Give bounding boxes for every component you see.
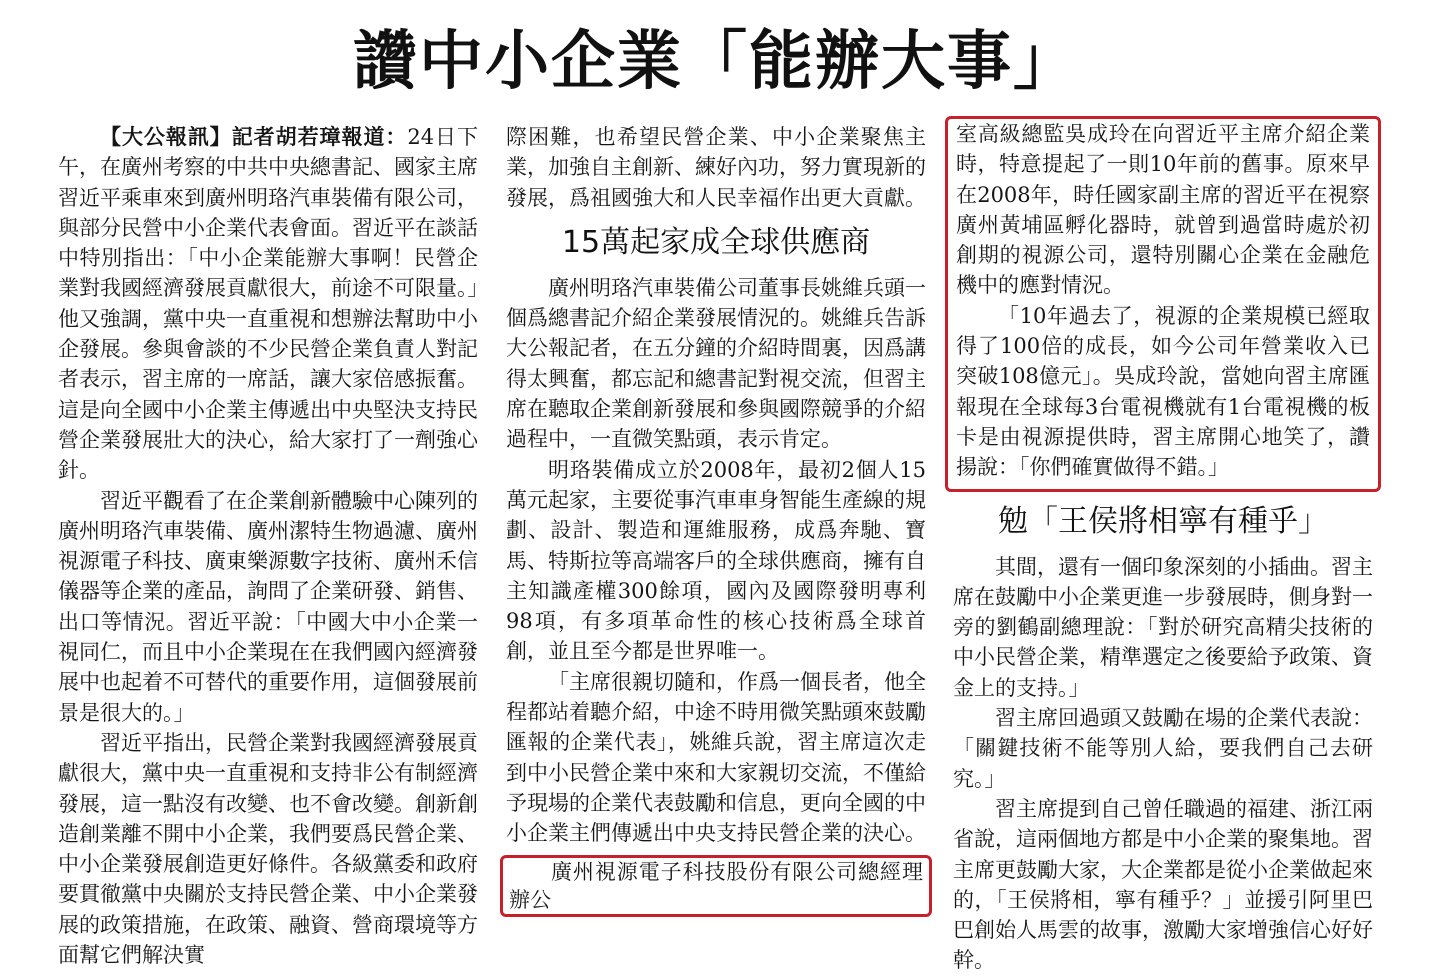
- article-column-2: [506, 122, 926, 917]
- body-paragraph: 習近平指出，民營企業對我國經濟發展貢獻很大，黨中央一直重視和支持非公有制經濟發展，這一點沒有改變、也不會改變。創新創造創業離不開中小企業，我們要爲民營企業、中小企業發展創造更好條件。各級黨委和政府要貫徹黨中央關於支持民營企業、中小企業發展的政策措施，在政策、融資、營商環境等方面幫它們解決實: [58, 730, 478, 968]
- body-paragraph: 習主席回過頭又鼓勵在場的企業代表說：「關鍵技術不能等別人給，要我們自己去研究。」: [953, 706, 1373, 791]
- subheading: 勉「王侯將相寧有種乎」: [998, 503, 1328, 539]
- lead-paragraph: [58, 122, 478, 486]
- highlighted-line: 廣州視源電子科技股份有限公司總經理辦公: [500, 855, 932, 917]
- body-paragraph: 習近平觀看了在企業創新體驗中心陳列的廣州明珞汽車裝備、廣州潔特生物過濾、廣州視源電子科技、廣東樂源數字技術、廣州禾信儀器等企業的產品，詢問了企業研發、銷售、出口等情況。習近平說：「中國大中小企業一視同仁，而且中小企業現在在我們國內經濟發展中也起着不可替代的重要作用，這個發展前景是很大的。」: [58, 488, 478, 725]
- body-paragraph: 其間，還有一個印象深刻的小插曲。習主席在鼓勵中小企業更進一步發展時，側身對一旁的劉鶴副總理說：「對於研究高精尖技術的中小民營企業，精準選定之後要給予政策、資金上的支持。」: [953, 554, 1373, 700]
- body-paragraph-continued: 際困難，也希望民營企業、中小企業聚焦主業，加強自主創新、練好內功，努力實現新的發展，爲祖國強大和人民幸福作出更大貢獻。: [506, 125, 926, 210]
- body-paragraph: 廣州明珞汽車裝備公司董事長姚維兵頭一個爲總書記介紹企業發展情況的。姚維兵告訴大公報記者，在五分鐘的介紹時間裏，因爲講得太興奮，都忘記和總書記對視交流，但習主席在聽取企業創新發展和參與國際競爭的介紹過程中，一直微笑點頭，表示肯定。: [506, 275, 926, 452]
- body-paragraph: 室高級總監吳成玲在向習近平主席介紹企業時，特意提起了一則10年前的舊事。原來早在2008年，時任國家副主席的習近平在視察廣州黃埔區孵化器時，就曾到過當時處於初創期的視源公司，還特別關心企業在金融危機中的應對情況。: [956, 122, 1370, 298]
- subheading: 15萬起家成全球供應商: [561, 224, 871, 260]
- headline: 讚中小企業「能辦大事」: [353, 24, 1079, 99]
- body-paragraph: 習主席提到自己曾任職過的福建、浙江兩省說，這兩個地方都是中小企業的聚集地。習主席更鼓勵大家，大企業都是從小企業做起來的，「王侯將相，寧有種乎？」並援引阿里巴巴創始人馬雲的故事，激勵大家增強信心好好幹。: [953, 796, 1373, 973]
- body-paragraph: 「10年過去了，視源的企業規模已經取得了100倍的成長，如今公司年營業收入已突破108億元」。吳成玲說，當她向習主席匯報現在全球每3台電視機就有1台電視機的板卡是由視源提供時，習主席開心地笑了，讚揚說：「你們確實做得不錯。」: [956, 303, 1370, 480]
- body-paragraph: 明珞裝備成立於2008年，最初2個人15萬元起家，主要從事汽車車身智能生產線的規劃、設計、製造和運維服務，成爲奔馳、寶馬、特斯拉等高端客戶的全球供應商，擁有自主知識產權300餘項，國內及國際發明專利98項，有多項革命性的核心技術爲全球首創，並且至今都是世界唯一。: [506, 457, 926, 664]
- highlighted-passage: [945, 116, 1381, 492]
- article-column-3: [953, 122, 1373, 976]
- byline: 【大公報訊】記者胡若璋報道：: [100, 125, 408, 149]
- article-column-1: [58, 122, 478, 970]
- body-paragraph: 「主席很親切隨和，作爲一個長者，他全程都站着聽介紹，中途不時用微笑點頭來鼓勵匯報的企業代表」，姚維兵說，習主席這次走到中小民營企業中來和大家親切交流，不僅給予現場的企業代表鼓勵和信息，更向全國的中小企業主們傳遞出中央支持民營企業的決心。: [506, 669, 926, 846]
- lead-text: 24日下午，在廣州考察的中共中央總書記、國家主席習近平乘車來到廣州明珞汽車裝備有限公司，與部分民營中小企業代表會面。習近平在談話中特別指出：「中小企業能辦大事啊！民營企業對我國經濟發展貢獻很大，前途不可限量。」他又強調，黨中央一直重視和想辦法幫助中小企發展。參與會談的不少民營企業負責人對記者表示，習主席的一席話，讓大家倍感振奮。這是向全國中小企業主傳遞出中央堅決支持民營企業發展壯大的決心，給大家打了一劑強心針。: [58, 125, 478, 483]
